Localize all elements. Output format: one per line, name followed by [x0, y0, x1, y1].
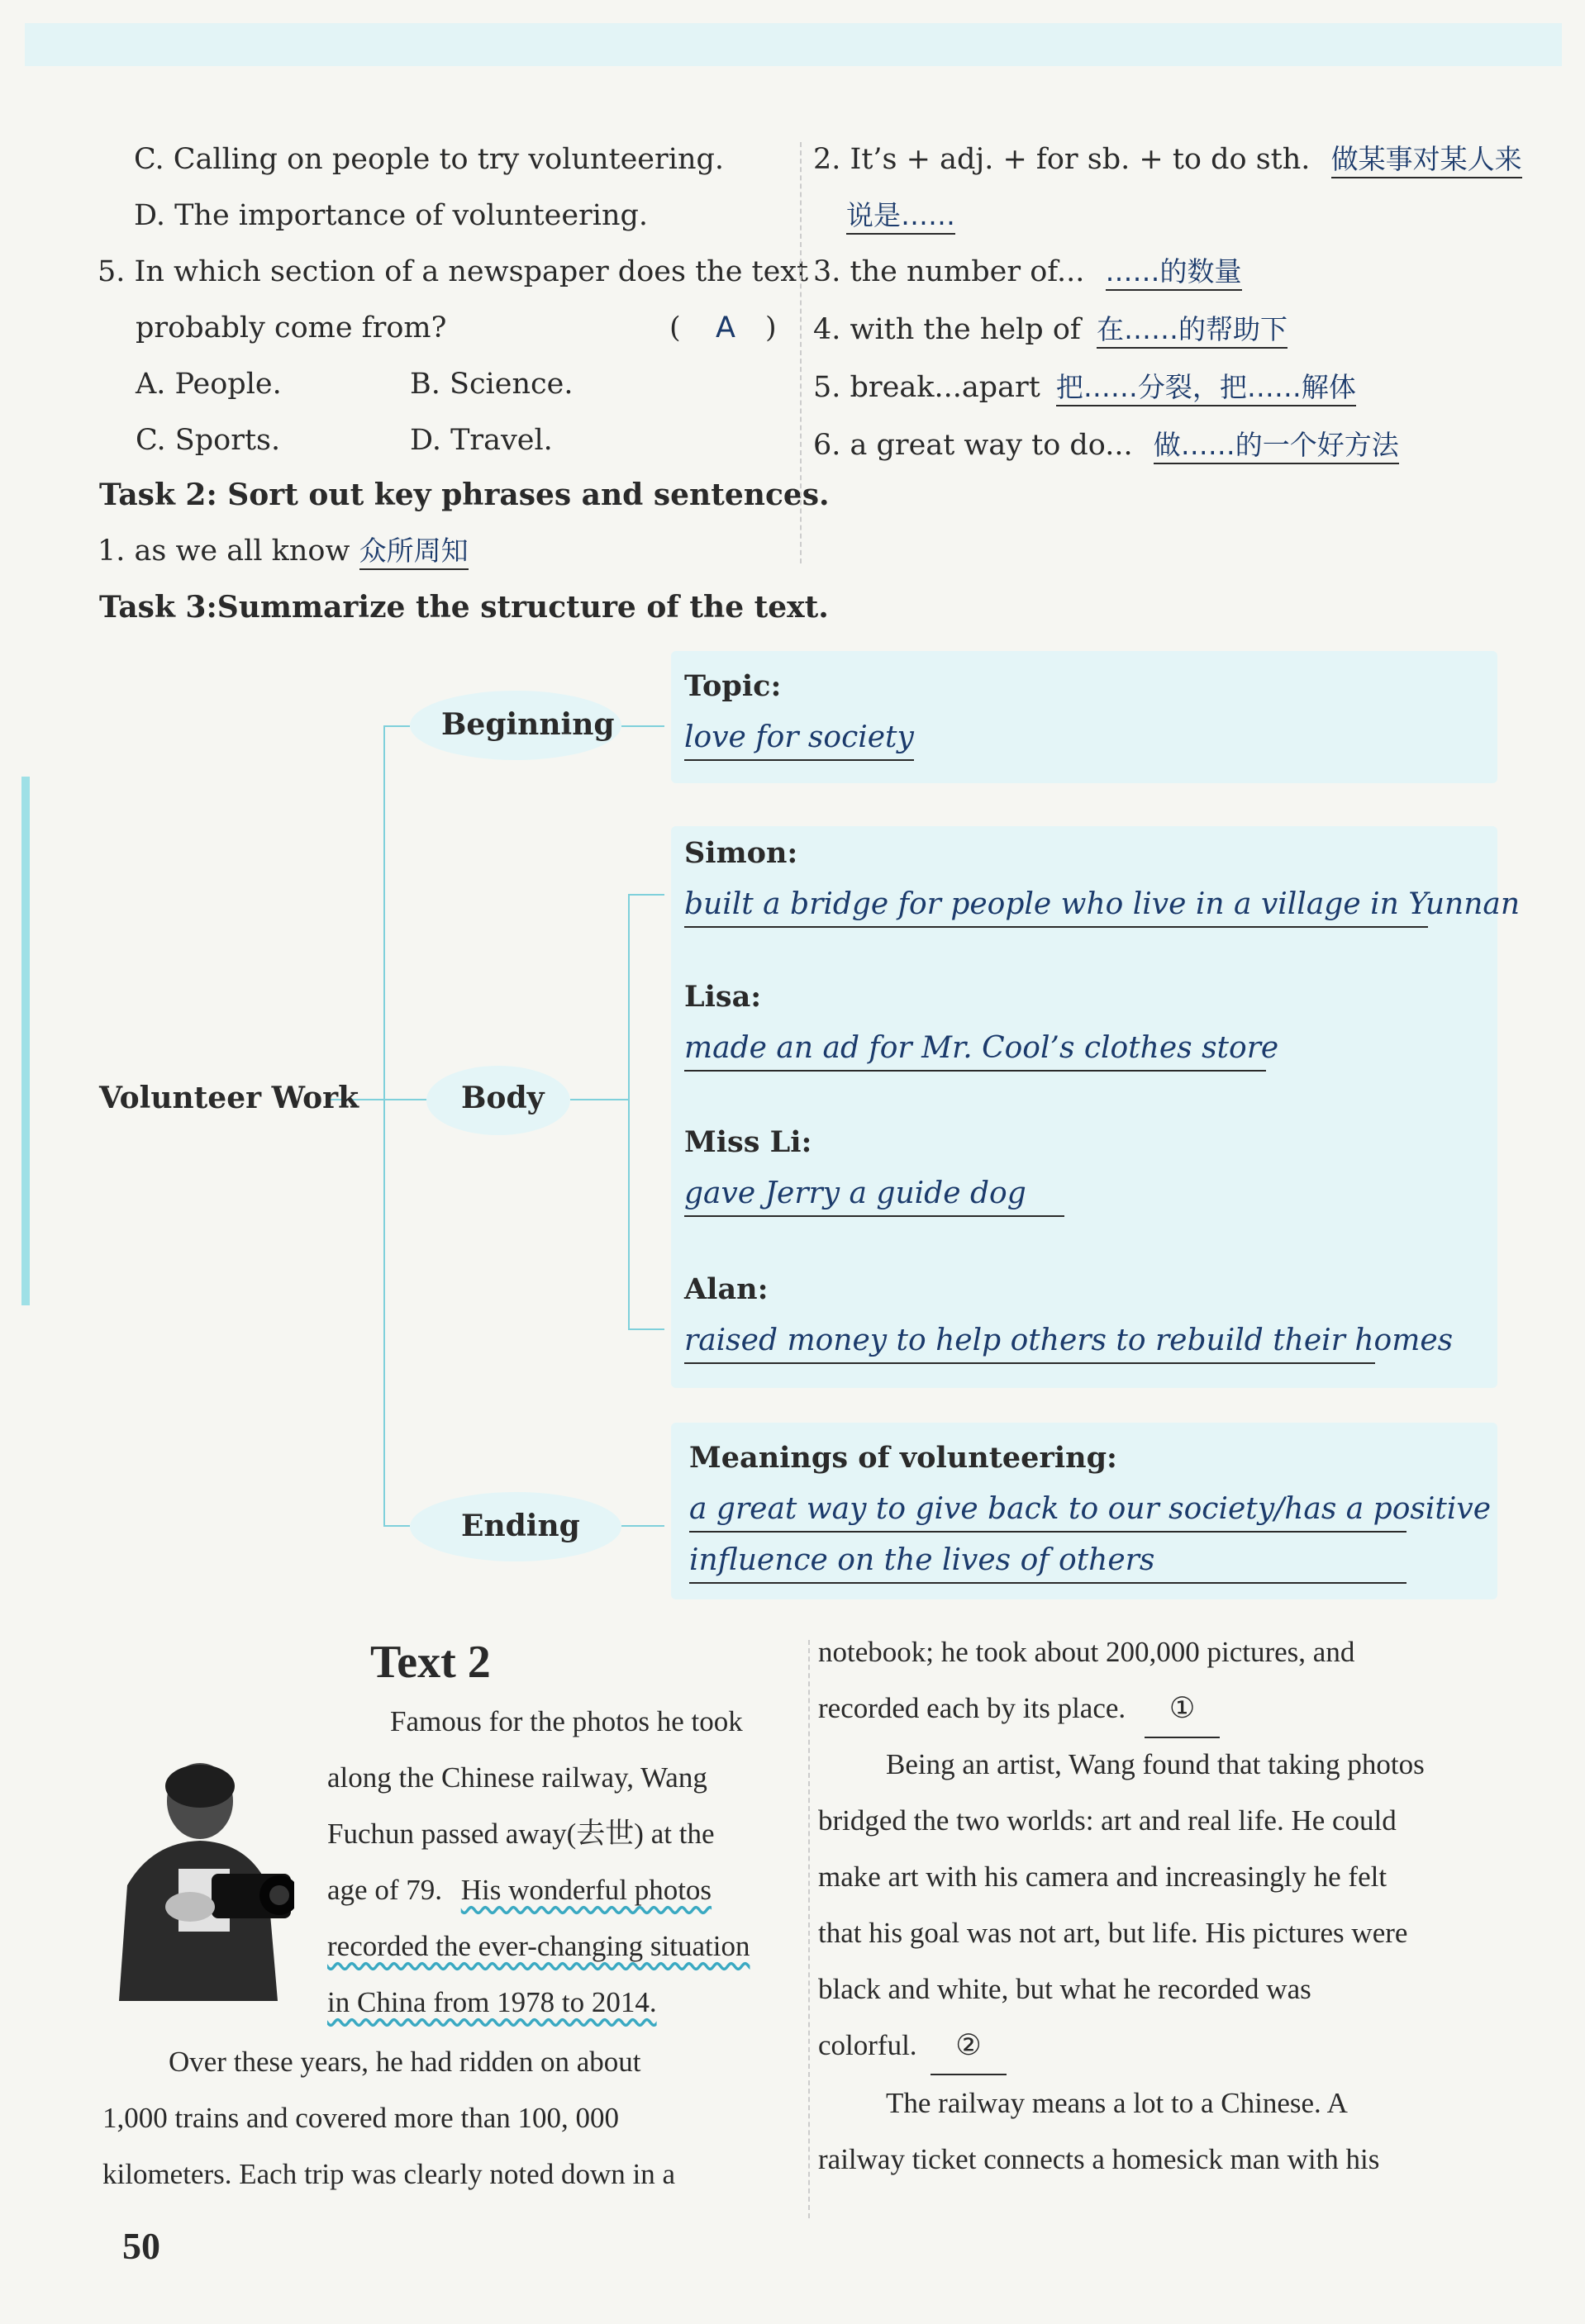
phrase-1-en: 1. as we all know [98, 535, 350, 568]
text2-right-line6: that his goal was not art, but life. His pictures were [818, 1917, 1408, 1949]
phrase-4-en: 4. with the help of [813, 313, 1081, 346]
lisa-answer: made an ad for Mr. Cool’s clothes store [684, 1031, 1266, 1072]
left-margin-band [21, 777, 30, 1305]
text2-right-line2 [818, 1680, 1220, 1738]
text2-right-line5: make art with his camera and increasingly he felt [818, 1861, 1387, 1893]
phrase-1-cn: 众所周知 [359, 535, 469, 570]
simon-label: Simon: [684, 836, 798, 870]
q5-option-a: A. People. [136, 368, 282, 401]
phrase-5 [813, 370, 1356, 405]
q5-question-line1: 5. In which section of a newspaper does the text [98, 255, 809, 288]
text2-line7: Over these years, he had ridden on about [169, 2046, 641, 2078]
body-to-details-line [570, 1099, 628, 1100]
text2-line4-b: His wonderful photos [460, 1874, 712, 1906]
phrase-2-en: 2. It’s + adj. + for sb. + to do sth. [813, 143, 1311, 176]
blank-1[interactable]: ① [1145, 1680, 1220, 1738]
text2-right-line4: bridged the two worlds: art and real life. He could [818, 1804, 1397, 1837]
text2-title: Text 2 [370, 1637, 491, 1688]
phrase-2-cn-b: 说是…… [846, 199, 955, 235]
q4-option-c: C. Calling on people to try volunteering. [134, 143, 725, 176]
text2-line5: recorded the ever-changing situation [327, 1930, 750, 1962]
body-node: Body [461, 1081, 545, 1115]
root-node: Volunteer Work [99, 1081, 359, 1115]
blank-2[interactable]: ② [931, 2017, 1006, 2075]
beginning-to-topic-line [621, 725, 664, 727]
q5-option-d: D. Travel. [410, 424, 553, 457]
phrase-3-en: 3. the number of... [813, 255, 1085, 288]
q5-answer: A [716, 311, 735, 345]
text2-right-line1: notebook; he took about 200,000 pictures, and [818, 1636, 1355, 1668]
text2-line8: 1,000 trains and covered more than 100, 000 [102, 2102, 619, 2134]
alan-label: Alan: [684, 1272, 769, 1306]
text2-right-line9: The railway means a lot to a Chinese. A [886, 2087, 1348, 2119]
text2-line4-a: age of 79. [327, 1874, 442, 1906]
text2-right-line2-text: recorded each by its place. [818, 1692, 1126, 1724]
phrase-6 [813, 428, 1399, 463]
page-number: 50 [122, 2225, 160, 2267]
q5-option-b: B. Science. [410, 368, 574, 401]
meanings-answer-line2: influence on the lives of others [689, 1543, 1407, 1584]
q4-option-d: D. The importance of volunteering. [134, 199, 649, 232]
text2-line3: Fuchun passed away(去世) at the [327, 1818, 715, 1850]
q5-option-c: C. Sports. [136, 424, 281, 457]
text2-line2: along the Chinese railway, Wang [327, 1761, 707, 1794]
text2-line6: in China from 1978 to 2014. [327, 1986, 657, 2018]
text2-right-line8 [818, 2017, 1007, 2075]
top-header-band [25, 23, 1562, 66]
text2-line4 [327, 1862, 712, 1918]
phrase-4 [813, 312, 1288, 347]
meanings-label: Meanings of volunteering: [689, 1441, 1117, 1475]
task3-heading: Task 3:Summarize the structure of the text. [99, 590, 829, 625]
phrase-2-cn-a: 做某事对某人来 [1331, 143, 1522, 178]
beginning-node: Beginning [441, 707, 615, 742]
phrase-1 [98, 534, 469, 568]
phrase-6-en: 6. a great way to do... [813, 429, 1133, 462]
topic-answer: love for society [684, 720, 914, 761]
phrase-4-cn: 在……的帮助下 [1097, 313, 1288, 349]
miss-li-label: Miss Li: [684, 1125, 812, 1159]
alan-answer: raised money to help others to rebuild their homes [684, 1324, 1375, 1364]
text2-right-line8-text: colorful. [818, 2029, 917, 2061]
ending-node: Ending [461, 1509, 580, 1543]
q5-paren-open: ( [669, 311, 681, 345]
task2-heading: Task 2: Sort out key phrases and sentences. [99, 478, 830, 512]
text2-column-divider [808, 1640, 810, 2218]
phrase-3-cn: ……的数量 [1106, 255, 1242, 291]
lisa-label: Lisa: [684, 980, 762, 1014]
text2-right-line7: black and white, but what he recorded was [818, 1973, 1311, 2005]
main-trunk-line [383, 725, 385, 1527]
q5-paren-close: ) [765, 311, 777, 345]
topic-label: Topic: [684, 669, 782, 703]
body-branch [383, 1099, 426, 1100]
miss-li-answer: gave Jerry a guide dog [684, 1176, 1064, 1217]
body-detail-trunk [628, 894, 630, 1330]
simon-answer: built a bridge for people who live in a village in Yunnan [684, 887, 1428, 928]
q5-question-line2: probably come from? [136, 311, 447, 345]
text2-right-line3: Being an artist, Wang found that taking photos [886, 1748, 1425, 1780]
meanings-answer-line1: a great way to give back to our society/has a positive [689, 1492, 1407, 1533]
phrase-6-cn: 做……的一个好方法 [1154, 429, 1399, 464]
ending-branch [383, 1525, 410, 1527]
phrase-2-cont [846, 198, 955, 233]
ending-to-meaning-line [621, 1525, 664, 1527]
simon-branch [628, 894, 664, 896]
column-divider [800, 142, 802, 563]
phrase-2 [813, 142, 1522, 177]
phrase-5-en: 5. break...apart [813, 371, 1040, 404]
alan-branch [628, 1328, 664, 1330]
text2-right-line10: railway ticket connects a homesick man with his [818, 2143, 1380, 2175]
topic-box [671, 651, 1497, 783]
phrase-5-cn: 把……分裂，把……解体 [1056, 371, 1356, 406]
beginning-branch [383, 725, 410, 727]
phrase-3 [813, 254, 1242, 289]
photographer-photo [102, 1745, 294, 2001]
text2-line1: Famous for the photos he took [390, 1705, 743, 1737]
text2-line9: kilometers. Each trip was clearly noted down in a [102, 2158, 675, 2190]
